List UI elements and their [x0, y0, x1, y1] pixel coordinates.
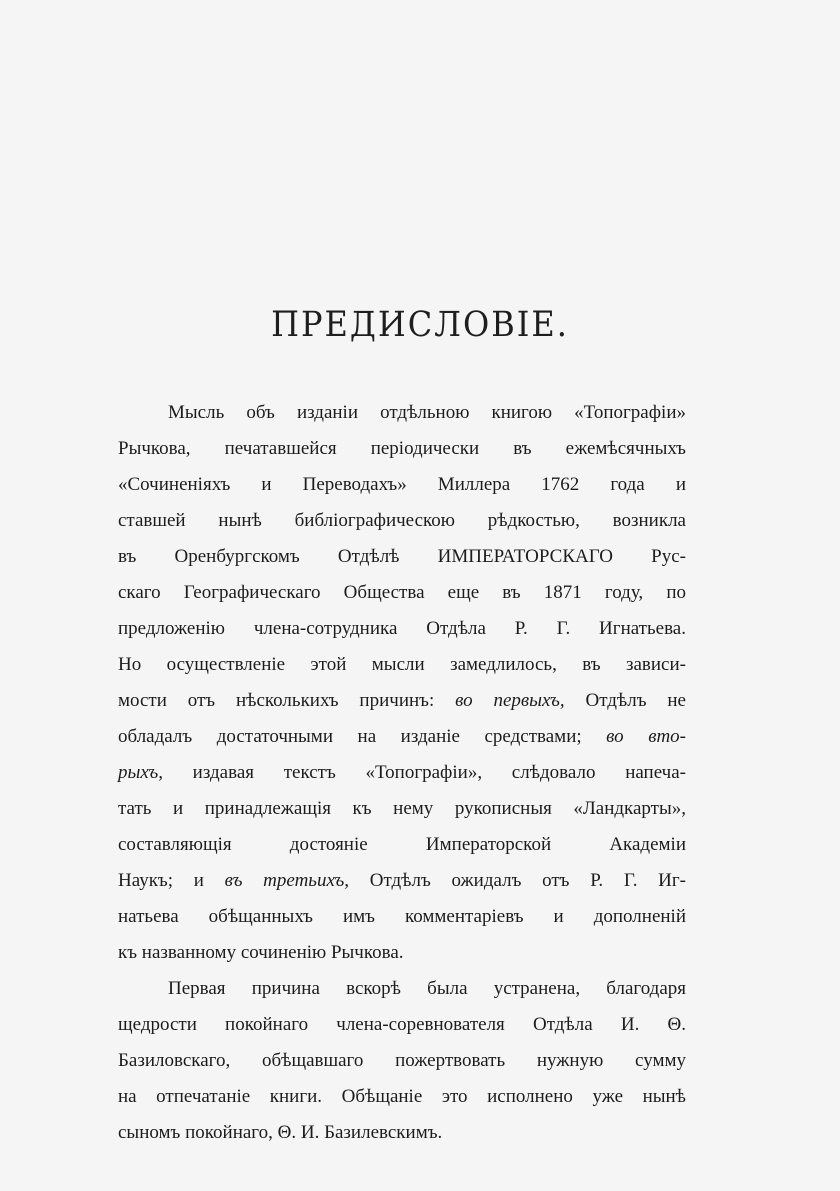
text-line: составляющія достояніе Императорской Академіи — [118, 834, 686, 855]
text-segment: издавая текстъ «Топографіи», слѣдовало напеча- — [162, 762, 686, 783]
text-line: натьева обѣщанныхъ имъ комментаріевъ и дополненій — [118, 906, 686, 927]
text-line: Базиловскаго, обѣщавшаго пожертвовать нужную сумму — [118, 1050, 686, 1071]
italic-segment: рыхъ, — [118, 762, 163, 783]
text-line: ставшей нынѣ библіографическою рѣдкостью, возникла — [118, 510, 686, 531]
text-line — [118, 719, 686, 755]
text-segment: Отдѣлъ не — [564, 690, 686, 711]
text-line: «Сочиненіяхъ и Переводахъ» Миллера 1762 года и — [118, 474, 686, 495]
text-line: сыномъ покойнаго, Θ. И. Базилевскимъ. — [118, 1122, 443, 1143]
text-segment: мости отъ нѣсколькихъ причинъ: — [118, 690, 456, 711]
text-line — [118, 683, 686, 719]
text-line: къ названному сочиненію Рычкова. — [118, 942, 404, 963]
text-line: Рычкова, печатавшейся періодически въ ежемѣсячныхъ — [118, 438, 686, 459]
text-line: предложенію члена-сотрудника Отдѣла Р. Г. Игнатьева. — [118, 618, 686, 639]
text-line: Мысль объ изданіи отдѣльною книгою «Топографіи» — [168, 402, 686, 423]
italic-segment: въ третьихъ, — [224, 870, 350, 891]
text-segment: Наукъ; и — [118, 870, 225, 891]
text-line — [118, 863, 686, 899]
page-title: ПРЕДИСЛОВІЕ. — [271, 303, 569, 345]
preface-body — [118, 395, 686, 1151]
text-line: на отпечатаніе книги. Обѣщаніе это исполнено уже нынѣ — [118, 1086, 686, 1107]
text-line — [118, 755, 686, 791]
text-line: тать и принадлежащія къ нему рукописныя «Ландкарты», — [118, 798, 686, 819]
text-line: Первая причина вскорѣ была устранена, благодаря — [168, 978, 686, 999]
italic-segment: во вто- — [606, 726, 686, 747]
italic-segment: во первыхъ, — [455, 690, 565, 711]
text-segment: обладалъ достаточными на изданіе средствами; — [118, 726, 607, 747]
text-line: скаго Географическаго Общества еще въ 1871 году, по — [118, 582, 686, 603]
text-line: щедрости покойнаго члена-соревнователя Отдѣла И. Θ. — [118, 1014, 686, 1035]
text-line: Но осуществленіе этой мысли замедлилось, въ зависи- — [118, 654, 686, 675]
text-line: въ Оренбургскомъ Отдѣлѣ ИМПЕРАТОРСКАГО Рус- — [118, 546, 686, 567]
text-segment: Отдѣлъ ожидалъ отъ Р. Г. Иг- — [349, 870, 686, 891]
